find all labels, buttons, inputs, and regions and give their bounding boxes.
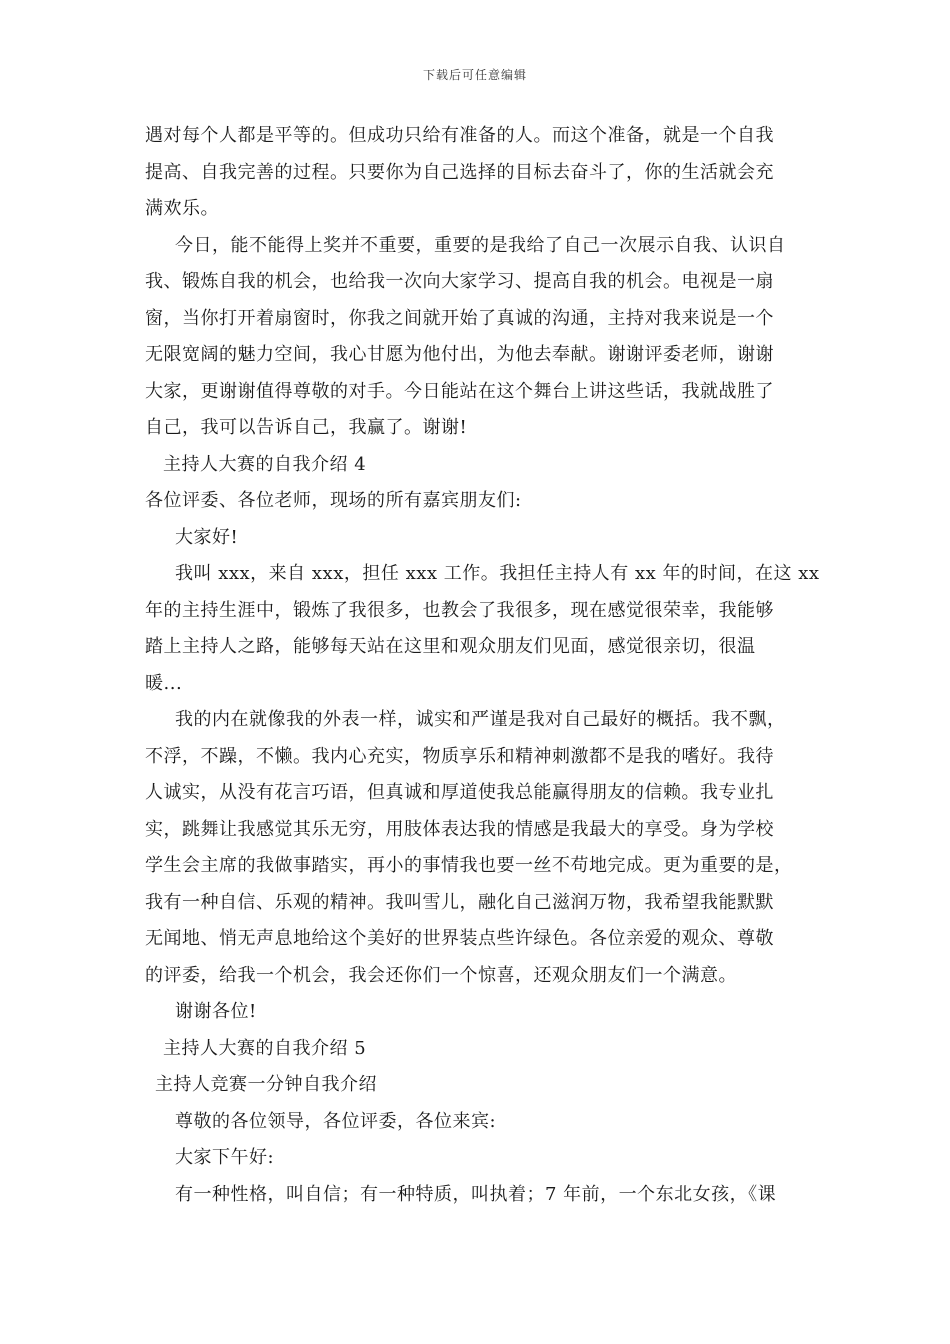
text-line: 主持人大赛的自我介绍 4 (163, 453, 367, 475)
text-line: 人诚实，从没有花言巧语，但真诚和厚道使我总能赢得朋友的信赖。我专业扎 (145, 782, 774, 803)
text-line: 的评委，给我一个机会，我会还你们一个惊喜，还观众朋友们一个满意。 (145, 964, 737, 986)
text-line: 年的主持生涯中，锻炼了我很多，也教会了我很多，现在感觉很荣幸，我能够 (145, 599, 774, 621)
text-line: 谢谢各位! (175, 1001, 257, 1022)
page-header: 下载后可任意编辑 (422, 68, 527, 82)
text-line: 无限宽阔的魅力空间，我心甘愿为他付出，为他去奉献。谢谢评委老师，谢谢 (145, 344, 774, 365)
text-line: 踏上主持人之路，能够每天站在这里和观众朋友们见面，感觉很亲切，很温 (145, 636, 756, 657)
text-line: 主持人竞赛一分钟自我介绍 (155, 1074, 377, 1095)
text-line: 满欢乐。 (145, 198, 219, 219)
document-body (145, 118, 820, 1213)
text-line: 我有一种自信、乐观的精神。我叫雪儿，融化自己滋润万物，我希望我能默默 (145, 891, 774, 913)
text-line: 遇对每个人都是平等的。但成功只给有准备的人。而这个准备，就是一个自我 (145, 125, 774, 146)
text-line: 提高、自我完善的过程。只要你为自己选择的目标去奋斗了，你的生活就会充 (145, 161, 774, 183)
text-line: 窗，当你打开着扇窗时，你我之间就开始了真诚的沟通，主持对我来说是一个 (145, 307, 774, 329)
text-line: 大家好! (175, 526, 239, 548)
text-line: 有一种性格，叫自信；有一种特质，叫执着；7 年前，一个东北女孩，《课 (175, 1183, 777, 1205)
text-line: 我、锻炼自我的机会，也给我一次向大家学习、提高自我的机会。电视是一扇 (145, 271, 774, 292)
text-line: 暖... (145, 672, 183, 694)
text-line: 各位评委、各位老师，现场的所有嘉宾朋友们: (145, 490, 522, 511)
text-line: 学生会主席的我做事踏实，再小的事情我也要一丝不苟地完成。更为重要的是， (145, 855, 793, 876)
text-line: 大家，更谢谢值得尊敬的对手。今日能站在这个舞台上讲这些话，我就战胜了 (145, 380, 774, 402)
text-line: 今日，能不能得上奖并不重要，重要的是我给了自己一次展示自我、认识自 (175, 234, 786, 256)
text-line: 实，跳舞让我感觉其乐无穷，用肢体表达我的情感是我最大的享受。身为学校 (145, 818, 774, 840)
text-line: 大家下午好: (175, 1147, 275, 1168)
text-line: 尊敬的各位领导，各位评委，各位来宾: (175, 1110, 497, 1132)
text-line: 主持人大赛的自我介绍 5 (163, 1037, 367, 1059)
text-line: 我的内在就像我的外表一样，诚实和严谨是我对自己最好的概括。我不飘， (175, 709, 786, 730)
text-line: 不浮，不躁，不懒。我内心充实，物质享乐和精神刺激都不是我的嗜好。我待 (145, 745, 774, 767)
text-line: 无闻地、悄无声息地给这个美好的世界装点些许绿色。各位亲爱的观众、尊敬 (145, 928, 774, 949)
text-line: 自己，我可以告诉自己，我赢了。谢谢! (145, 417, 468, 438)
text-line: 我叫 xxx，来自 xxx，担任 xxx 工作。我担任主持人有 xx 年的时间，在这 xx (175, 563, 820, 584)
